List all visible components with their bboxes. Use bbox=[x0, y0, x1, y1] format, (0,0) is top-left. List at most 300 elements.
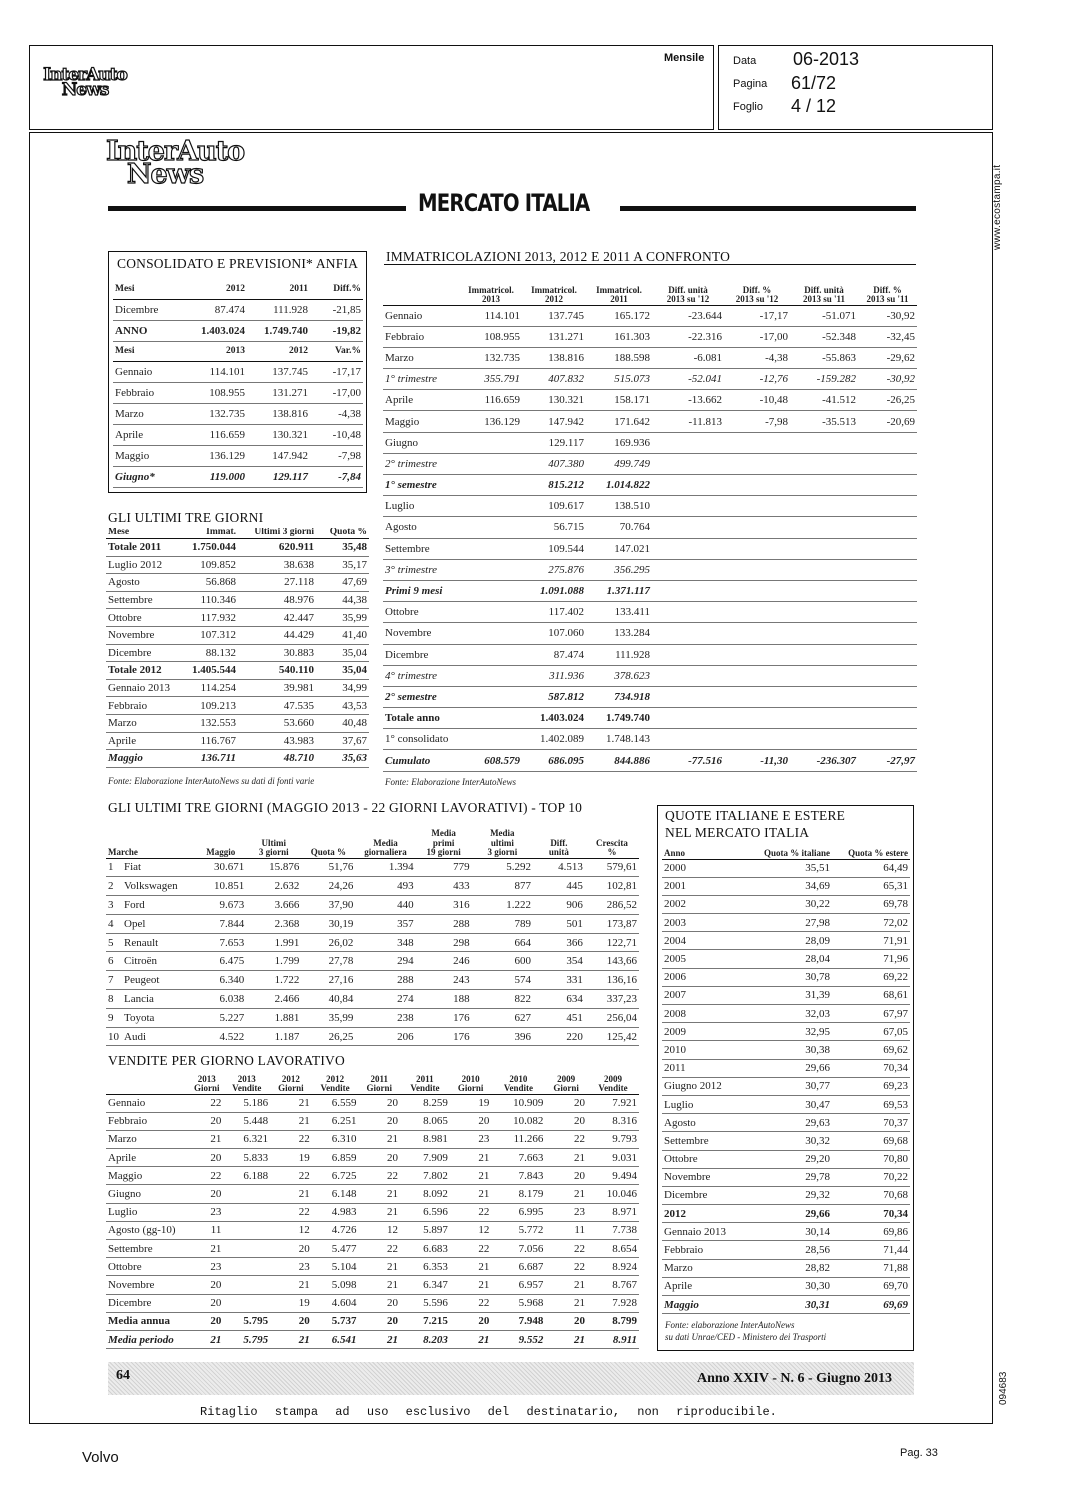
ultimi-row bbox=[106, 556, 369, 574]
top10-cell: 15.876 bbox=[246, 858, 301, 877]
consolidato-header-cell: 2013 bbox=[226, 346, 245, 356]
top10-rank: 8 bbox=[108, 992, 114, 1005]
consolidato-cell: -4,38 bbox=[310, 403, 363, 424]
header-logo-top: InterAuto bbox=[43, 65, 127, 85]
top10-cell: 24,26 bbox=[301, 877, 355, 896]
vendite-cell: 22 bbox=[270, 1203, 312, 1221]
vendite-cell: Gennaio bbox=[106, 1094, 190, 1112]
vendite-row bbox=[106, 1149, 639, 1167]
imm-row bbox=[383, 369, 917, 390]
vendite-cell: 4.983 bbox=[312, 1203, 359, 1221]
top10-cell: 7.653 bbox=[195, 933, 246, 952]
ultimi-cell: 132.553 bbox=[178, 714, 238, 732]
quote-header-cell: Quota % italiane bbox=[763, 848, 830, 859]
quote-cell: 2012 bbox=[662, 1205, 742, 1223]
top10-cell: 30.671 bbox=[195, 858, 246, 877]
consolidato-cell: Dicembre bbox=[113, 299, 185, 320]
quote-row bbox=[662, 932, 910, 950]
imm-cell bbox=[724, 623, 790, 644]
imm-cell: 169.936 bbox=[586, 432, 652, 453]
vendite-cell: 5.795 bbox=[223, 1312, 270, 1330]
quote-cell: 29,32 bbox=[742, 1186, 832, 1204]
imm-cell bbox=[858, 644, 917, 665]
article-logo-bottom: News bbox=[126, 159, 204, 191]
ultimi-header-cell: Immat. bbox=[206, 528, 236, 537]
vendite-cell: 21 bbox=[270, 1330, 312, 1348]
top10-cell: 122,71 bbox=[585, 933, 639, 952]
vendite-cell bbox=[223, 1294, 270, 1312]
consolidato-cell: ANNO bbox=[113, 320, 185, 341]
top10-cell: 125,42 bbox=[585, 1027, 639, 1046]
ultimi-cell: 38.638 bbox=[238, 556, 316, 574]
imm-cell: -12,76 bbox=[724, 369, 790, 390]
quote-row bbox=[662, 1186, 910, 1204]
vendite-cell: 12 bbox=[358, 1221, 400, 1239]
imm-cell: -35.513 bbox=[790, 411, 858, 432]
vendite-row bbox=[106, 1258, 639, 1276]
ultimi-cell: 48.976 bbox=[238, 591, 316, 609]
top10-header-8: Crescita % bbox=[596, 837, 628, 858]
vendite-cell: 12 bbox=[270, 1221, 312, 1239]
vendite-cell: 11 bbox=[190, 1221, 223, 1239]
ultimi-row bbox=[106, 538, 369, 556]
imm-cell: 136.129 bbox=[460, 411, 522, 432]
vendite-cell: 19 bbox=[270, 1294, 312, 1312]
quote-cell: Settembre bbox=[662, 1132, 742, 1150]
vendite-cell: 22 bbox=[358, 1240, 400, 1258]
vendite-cell: 22 bbox=[450, 1294, 492, 1312]
vendite-cell: 20 bbox=[358, 1312, 400, 1330]
imm-cell: 114.101 bbox=[460, 305, 522, 326]
imm-cell: 147.942 bbox=[522, 411, 586, 432]
quote-cell: 71,91 bbox=[832, 932, 910, 950]
imm-cell: 686.095 bbox=[522, 750, 586, 771]
quote-cell: 2006 bbox=[662, 968, 742, 986]
side-site: www.ecostampa.it bbox=[992, 164, 1003, 250]
vendite-cell: 5.737 bbox=[312, 1312, 359, 1330]
quote-row bbox=[662, 1259, 910, 1277]
vendite-cell: 21 bbox=[190, 1330, 223, 1348]
imm-cell: 56.715 bbox=[522, 517, 586, 538]
quote-row bbox=[662, 986, 910, 1004]
imm-cell: 844.886 bbox=[586, 750, 652, 771]
imm-cell: 108.955 bbox=[460, 326, 522, 347]
imm-cell bbox=[724, 475, 790, 496]
vendite-cell: 23 bbox=[270, 1258, 312, 1276]
imm-row bbox=[383, 708, 917, 729]
imm-cell: Febbraio bbox=[383, 326, 460, 347]
imm-cell: -11,30 bbox=[724, 750, 790, 771]
vendite-cell: 22 bbox=[545, 1240, 587, 1258]
ultimi-cell: Luglio 2012 bbox=[106, 556, 178, 574]
vendite-cell: 6.683 bbox=[400, 1240, 450, 1258]
quote-cell: 2003 bbox=[662, 914, 742, 932]
vendite-title: VENDITE PER GIORNO LAVORATIVO bbox=[108, 1053, 345, 1068]
vendite-cell: 6.541 bbox=[312, 1330, 359, 1348]
imm-cell: 117.402 bbox=[522, 602, 586, 623]
immatricolazioni-fonte: Fonte: Elaborazione InterAutoNews bbox=[385, 777, 516, 787]
top10-brand: Toyota bbox=[124, 1011, 155, 1024]
vendite-cell: 20 bbox=[190, 1294, 223, 1312]
vendite-cell: 21 bbox=[190, 1130, 223, 1148]
side-code: 094683 bbox=[998, 1371, 1009, 1405]
ultimi-cell: 35,17 bbox=[316, 556, 369, 574]
top10-cell: 331 bbox=[533, 971, 585, 990]
quote-cell: 70,34 bbox=[832, 1059, 910, 1077]
imm-cell bbox=[790, 559, 858, 580]
imm-cell: Ottobre bbox=[383, 602, 460, 623]
vendite-cell: 5.772 bbox=[491, 1221, 545, 1239]
imm-cell: 1.403.024 bbox=[522, 708, 586, 729]
vendite-cell: 4.604 bbox=[312, 1294, 359, 1312]
imm-header-3: Immatricol. 2011 bbox=[596, 284, 642, 305]
quote-cell: 30,22 bbox=[742, 895, 832, 913]
imm-cell: 131.271 bbox=[522, 326, 586, 347]
quote-cell: 30,31 bbox=[742, 1296, 832, 1314]
top10-cell: 176 bbox=[416, 1008, 472, 1027]
vendite-cell: 6.251 bbox=[312, 1112, 359, 1130]
imm-cell: 515.073 bbox=[586, 369, 652, 390]
imm-cell: -23.644 bbox=[652, 305, 724, 326]
imm-header-4: Diff. unità 2013 su '12 bbox=[666, 284, 710, 305]
quote-row bbox=[662, 877, 910, 895]
imm-cell bbox=[652, 496, 724, 517]
top10-cell: 206 bbox=[355, 1027, 415, 1046]
imm-cell bbox=[724, 538, 790, 559]
top10-rank: 9 bbox=[108, 1011, 114, 1024]
imm-cell bbox=[724, 602, 790, 623]
vendite-cell: Dicembre bbox=[106, 1294, 190, 1312]
consolidato-cell: -10,48 bbox=[310, 424, 363, 445]
imm-cell: -22.316 bbox=[652, 326, 724, 347]
consolidato-cell: 87.474 bbox=[185, 299, 247, 320]
quote-cell: Dicembre bbox=[662, 1186, 742, 1204]
quote-row bbox=[662, 895, 910, 913]
imm-cell bbox=[652, 432, 724, 453]
top10-brand: Renault bbox=[124, 936, 159, 949]
consolidato-row bbox=[113, 424, 363, 445]
imm-cell: Giugno bbox=[383, 432, 460, 453]
vendite-cell: 22 bbox=[545, 1258, 587, 1276]
imm-cell bbox=[858, 623, 917, 644]
top10-cell: 51,76 bbox=[301, 858, 355, 877]
consolidato-table bbox=[113, 279, 363, 488]
top10-cell: 176 bbox=[416, 1027, 472, 1046]
consolidato-cell: 111.928 bbox=[247, 299, 310, 320]
imm-cell bbox=[460, 644, 522, 665]
vendite-cell: 9.031 bbox=[587, 1149, 639, 1167]
imm-cell: 161.303 bbox=[586, 326, 652, 347]
consolidato-cell: 136.129 bbox=[185, 445, 247, 466]
consolidato-header-cell: Mesi bbox=[115, 283, 135, 294]
imm-cell: 2° semestre bbox=[383, 686, 460, 707]
vendite-cell: 6.347 bbox=[400, 1276, 450, 1294]
vendite-cell: 21 bbox=[545, 1294, 587, 1312]
vendite-cell: 10.082 bbox=[491, 1112, 545, 1130]
top10-header-5: Media primi 19 giorni bbox=[426, 828, 461, 858]
vendite-cell: 21 bbox=[545, 1330, 587, 1348]
ultimi-cell: 47,69 bbox=[316, 574, 369, 592]
imm-cell bbox=[460, 623, 522, 644]
ultimi-cell: Febbraio bbox=[106, 697, 178, 715]
imm-cell bbox=[790, 475, 858, 496]
vendite-cell: Media annua bbox=[106, 1312, 190, 1330]
top10-cell: 188 bbox=[416, 990, 472, 1009]
top10-row bbox=[106, 858, 639, 877]
top10-cell: 5.292 bbox=[472, 858, 533, 877]
vendite-cell: 5.448 bbox=[223, 1112, 270, 1130]
quote-header-cell: Anno bbox=[664, 848, 686, 859]
imm-cell: 1.749.740 bbox=[586, 708, 652, 729]
vendite-cell: 21 bbox=[358, 1203, 400, 1221]
top10-cell: 6.475 bbox=[195, 952, 246, 971]
quote-cell: 67,05 bbox=[832, 1023, 910, 1041]
vendite-cell: 8.065 bbox=[400, 1112, 450, 1130]
imm-cell: 129.117 bbox=[522, 432, 586, 453]
vendite-cell: 7.843 bbox=[491, 1167, 545, 1185]
vendite-cell: Giugno bbox=[106, 1185, 190, 1203]
ultimi-row bbox=[106, 732, 369, 750]
top10-brand: Fiat bbox=[124, 861, 142, 874]
vendite-cell: 21 bbox=[450, 1185, 492, 1203]
ultimi-cell: 116.767 bbox=[178, 732, 238, 750]
imm-cell bbox=[858, 686, 917, 707]
imm-cell bbox=[790, 432, 858, 453]
top10-row bbox=[106, 990, 639, 1009]
consolidato-header-cell: Var.% bbox=[335, 346, 361, 356]
top10-cell: 298 bbox=[416, 933, 472, 952]
quote-header-cell: Quota % estere bbox=[848, 848, 908, 859]
quote-row bbox=[662, 1296, 910, 1314]
quote-cell: 35,51 bbox=[742, 859, 832, 877]
immatricolazioni-table bbox=[383, 270, 917, 772]
top10-cell: 27,16 bbox=[301, 971, 355, 990]
imm-cell: 1.014.822 bbox=[586, 475, 652, 496]
imm-cell bbox=[790, 729, 858, 750]
imm-cell: 275.876 bbox=[522, 559, 586, 580]
vendite-cell: 5.897 bbox=[400, 1221, 450, 1239]
vendite-header-8: 2010 Vendite bbox=[503, 1073, 533, 1094]
top10-cell: 433 bbox=[416, 877, 472, 896]
ultimi-cell: Novembre bbox=[106, 626, 178, 644]
vendite-cell bbox=[223, 1258, 270, 1276]
top10-cell: 440 bbox=[355, 896, 415, 915]
ultimi-cell: 39.981 bbox=[238, 679, 316, 697]
imm-cell: Luglio bbox=[383, 496, 460, 517]
top10-cell: 26,25 bbox=[301, 1027, 355, 1046]
top10-cell: 40,84 bbox=[301, 990, 355, 1009]
quote-cell: 69,86 bbox=[832, 1223, 910, 1241]
quote-cell: 29,66 bbox=[742, 1059, 832, 1077]
quote-cell: 71,44 bbox=[832, 1241, 910, 1259]
imm-header-5: Diff. % 2013 su '12 bbox=[735, 284, 779, 305]
ultimi-cell: 117.932 bbox=[178, 609, 238, 627]
ultimi-row bbox=[106, 697, 369, 715]
imm-cell: Maggio bbox=[383, 411, 460, 432]
quote-row bbox=[662, 1059, 910, 1077]
quote-row bbox=[662, 1205, 910, 1223]
vendite-cell: 21 bbox=[270, 1276, 312, 1294]
foglio-label: Foglio bbox=[733, 101, 763, 113]
vendite-cell: 8.316 bbox=[587, 1112, 639, 1130]
vendite-cell: 20 bbox=[450, 1112, 492, 1130]
imm-cell: -30,92 bbox=[858, 305, 917, 326]
top10-cell: 286,52 bbox=[585, 896, 639, 915]
imm-cell bbox=[724, 729, 790, 750]
imm-cell: 4° trimestre bbox=[383, 665, 460, 686]
vendite-cell: 21 bbox=[545, 1149, 587, 1167]
imm-row bbox=[383, 538, 917, 559]
consolidato-cell: Marzo bbox=[113, 403, 185, 424]
vendite-row bbox=[106, 1312, 639, 1330]
top10-cell: 396 bbox=[472, 1027, 533, 1046]
top10-row bbox=[106, 933, 639, 952]
immatricolazioni-rule bbox=[384, 264, 916, 265]
quote-cell: 71,96 bbox=[832, 950, 910, 968]
imm-cell bbox=[652, 559, 724, 580]
imm-cell: -17,00 bbox=[724, 326, 790, 347]
quote-cell: 29,20 bbox=[742, 1150, 832, 1168]
vendite-cell: 21 bbox=[358, 1258, 400, 1276]
ultimi-cell: 42.447 bbox=[238, 609, 316, 627]
ultimi-cell: 37,67 bbox=[316, 732, 369, 750]
imm-cell: 133.411 bbox=[586, 602, 652, 623]
ultimi-cell: Totale 2012 bbox=[106, 662, 178, 680]
vendite-cell: 22 bbox=[450, 1240, 492, 1258]
imm-cell bbox=[652, 686, 724, 707]
quote-title-1: QUOTE ITALIANE E ESTERE bbox=[665, 808, 846, 823]
consolidato-cell: 137.745 bbox=[247, 361, 310, 382]
vendite-cell: 5.186 bbox=[223, 1094, 270, 1112]
vendite-header-9: 2009 Giorni bbox=[553, 1073, 579, 1094]
top10-cell: 1.722 bbox=[246, 971, 301, 990]
ultimi-cell: 35,04 bbox=[316, 644, 369, 662]
disclaimer: Ritaglio stampa ad uso esclusivo del destinatario, non riproducibile. bbox=[200, 1405, 777, 1419]
top10-brand-cell bbox=[106, 933, 195, 952]
vendite-cell: 22 bbox=[270, 1130, 312, 1148]
top10-brand-cell bbox=[106, 877, 195, 896]
title-rule-left bbox=[108, 206, 406, 211]
top10-cell: 779 bbox=[416, 858, 472, 877]
quote-fonte-2: su dati Unrae/CED - Ministero dei Trasporti bbox=[665, 1332, 827, 1342]
imm-cell: 133.284 bbox=[586, 623, 652, 644]
vendite-header-6: 2011 Vendite bbox=[410, 1073, 440, 1094]
ultimi-row bbox=[106, 714, 369, 732]
vendite-cell: 21 bbox=[545, 1276, 587, 1294]
consolidato-row bbox=[113, 361, 363, 382]
ultimi-cell: 48.710 bbox=[238, 750, 316, 768]
data-value: 06-2013 bbox=[793, 49, 860, 69]
quote-cell: 2009 bbox=[662, 1023, 742, 1041]
top10-brand: Citroën bbox=[124, 955, 157, 968]
top10-cell: 256,04 bbox=[585, 1008, 639, 1027]
ultimi-cell: Totale 2011 bbox=[106, 538, 178, 556]
vendite-cell: 21 bbox=[545, 1185, 587, 1203]
quote-cell: 30,78 bbox=[742, 968, 832, 986]
top10-brand-cell bbox=[106, 971, 195, 990]
imm-cell: -13.662 bbox=[652, 390, 724, 411]
quote-cell: Novembre bbox=[662, 1168, 742, 1186]
consolidato-cell: -7,98 bbox=[310, 445, 363, 466]
imm-header-6: Diff. unità 2013 su '11 bbox=[802, 284, 845, 305]
quote-cell: 30,38 bbox=[742, 1041, 832, 1059]
ultimi-cell: 56.868 bbox=[178, 574, 238, 592]
vendite-cell: 20 bbox=[190, 1312, 223, 1330]
top10-cell: 6.340 bbox=[195, 971, 246, 990]
footer-issue: Anno XXIV - N. 6 - Giugno 2013 bbox=[697, 1371, 892, 1386]
top10-cell: 4.513 bbox=[533, 858, 585, 877]
imm-cell: 138.510 bbox=[586, 496, 652, 517]
vendite-cell bbox=[223, 1276, 270, 1294]
imm-cell bbox=[724, 580, 790, 601]
consolidato-row bbox=[113, 382, 363, 403]
vendite-cell: 5.833 bbox=[223, 1149, 270, 1167]
imm-cell: -52.348 bbox=[790, 326, 858, 347]
ultimi-cell: 88.132 bbox=[178, 644, 238, 662]
imm-row bbox=[383, 305, 917, 326]
top10-row bbox=[106, 971, 639, 990]
consolidato-cell: 108.955 bbox=[185, 382, 247, 403]
vendite-row bbox=[106, 1330, 639, 1348]
imm-row bbox=[383, 644, 917, 665]
imm-cell: 815.212 bbox=[522, 475, 586, 496]
vendite-cell: 20 bbox=[358, 1149, 400, 1167]
consolidato-header-cell: Mesi bbox=[115, 346, 135, 356]
top10-cell: 906 bbox=[533, 896, 585, 915]
quote-cell: 70,34 bbox=[832, 1205, 910, 1223]
quote-cell: Gennaio 2013 bbox=[662, 1223, 742, 1241]
imm-cell: -26,25 bbox=[858, 390, 917, 411]
vendite-cell bbox=[223, 1240, 270, 1258]
vendite-cell: 7.928 bbox=[587, 1294, 639, 1312]
consolidato-header-row bbox=[113, 341, 363, 361]
consolidato-cell: -21,85 bbox=[310, 299, 363, 320]
imm-cell: 356.295 bbox=[586, 559, 652, 580]
top10-cell: 348 bbox=[355, 933, 415, 952]
top10-rank: 7 bbox=[108, 974, 114, 987]
ultimi-cell: 107.312 bbox=[178, 626, 238, 644]
vendite-header-5: 2011 Giorni bbox=[366, 1073, 392, 1094]
vendite-cell: 21 bbox=[270, 1094, 312, 1112]
vendite-cell: Febbraio bbox=[106, 1112, 190, 1130]
imm-row bbox=[383, 496, 917, 517]
imm-cell: -159.282 bbox=[790, 369, 858, 390]
imm-cell: -7,98 bbox=[724, 411, 790, 432]
consolidato-cell: Maggio bbox=[113, 445, 185, 466]
vendite-cell: 7.948 bbox=[491, 1312, 545, 1330]
consolidato-header-cell: 2012 bbox=[289, 346, 308, 356]
imm-cell bbox=[652, 729, 724, 750]
consolidato-cell: Giugno* bbox=[113, 466, 185, 487]
top10-row bbox=[106, 877, 639, 896]
ultimi-table bbox=[106, 528, 369, 768]
imm-row bbox=[383, 453, 917, 474]
top10-cell: 246 bbox=[416, 952, 472, 971]
imm-cell: 407.380 bbox=[522, 453, 586, 474]
imm-cell bbox=[724, 517, 790, 538]
top10-cell: 243 bbox=[416, 971, 472, 990]
vendite-cell: 8.799 bbox=[587, 1312, 639, 1330]
imm-cell bbox=[790, 665, 858, 686]
quote-row bbox=[662, 1132, 910, 1150]
imm-cell bbox=[858, 475, 917, 496]
imm-cell: Agosto bbox=[383, 517, 460, 538]
vendite-cell: 22 bbox=[358, 1167, 400, 1185]
ultimi-cell: 1.405.544 bbox=[178, 662, 238, 680]
quote-title-2: NEL MERCATO ITALIA bbox=[665, 825, 810, 840]
top10-cell: 1.187 bbox=[246, 1027, 301, 1046]
imm-cell bbox=[652, 475, 724, 496]
